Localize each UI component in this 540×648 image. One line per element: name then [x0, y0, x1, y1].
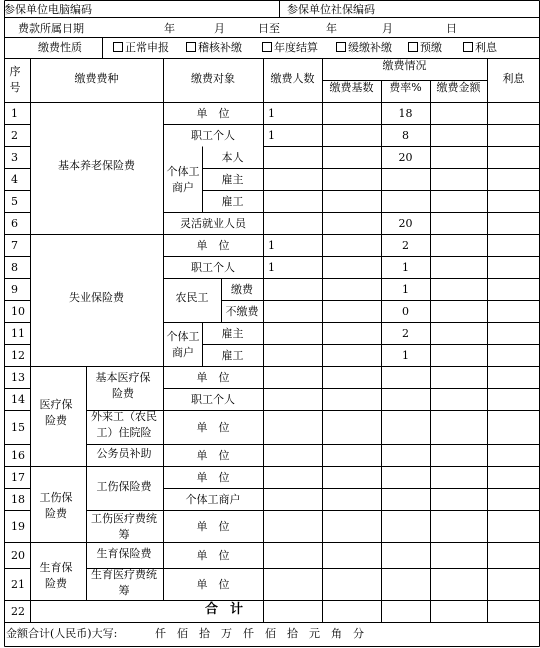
column-situation: 缴费情况	[382, 59, 427, 72]
row-seq: 17	[11, 470, 25, 484]
period-month-to: 月	[382, 22, 393, 35]
subcategory-self-employed-pension: 个体工商户	[166, 165, 200, 194]
row-object: 单 位	[196, 448, 230, 462]
row-object: 单 位	[196, 106, 230, 120]
row-seq: 12	[11, 348, 25, 362]
row-rate: 1	[402, 282, 409, 296]
row-object: 单 位	[196, 370, 230, 384]
amount-unit: 佰	[177, 627, 188, 640]
nature-option-audit[interactable]: 稽核补缴	[186, 41, 242, 54]
checkbox-icon[interactable]	[186, 42, 196, 52]
row-seq: 10	[11, 304, 25, 318]
period-year-to: 年	[326, 22, 337, 35]
nature-option-annual[interactable]: 年度结算	[262, 41, 318, 54]
nature-option-normal[interactable]: 正常申报	[113, 41, 169, 54]
row-seq: 20	[11, 548, 25, 562]
row-object: 职工个人	[191, 392, 235, 406]
amount-unit: 分	[353, 627, 364, 640]
column-rate: 费率%	[389, 81, 422, 94]
column-amount: 缴费金额	[436, 81, 481, 94]
amount-in-words-label: 金额合计(人民币)大写:	[6, 627, 118, 640]
column-seq: 序号	[9, 65, 21, 94]
period-day-end: 日	[446, 22, 457, 35]
category-pension: 基本养老保险费	[58, 159, 135, 172]
row-seq: 5	[11, 194, 18, 208]
row-object: 职工个人	[191, 128, 235, 142]
row-rate: 20	[398, 150, 413, 164]
row-rate: 1	[402, 348, 409, 362]
checkbox-icon[interactable]	[408, 42, 418, 52]
category-civil-servant-subsidy: 公务员补助	[96, 447, 152, 460]
row-count: 1	[268, 260, 275, 274]
row-object: 单 位	[196, 577, 230, 591]
amount-unit: 角	[331, 627, 342, 640]
nature-option-deferred[interactable]: 缓缴补缴	[336, 41, 392, 54]
subcategory-self-employed-unemployment: 个体工商户	[166, 330, 200, 359]
row-object: 雇工	[221, 194, 244, 208]
amount-unit: 拾	[199, 627, 210, 640]
checkbox-icon[interactable]	[113, 42, 123, 52]
nature-option-prepay[interactable]: 预缴	[408, 41, 442, 54]
checkbox-icon[interactable]	[463, 42, 473, 52]
row-rate: 2	[402, 238, 409, 252]
amount-unit: 拾	[287, 627, 298, 640]
column-interest: 利息	[502, 72, 525, 85]
row-object: 个体工商户	[185, 492, 241, 506]
row-seq: 2	[11, 128, 18, 142]
category-injury: 工伤保险费	[39, 491, 73, 520]
row-rate: 2	[402, 326, 409, 340]
row-seq: 16	[11, 448, 25, 462]
nature-option-interest[interactable]: 利息	[463, 41, 497, 54]
amount-unit: 仟	[243, 627, 254, 640]
row-rate: 0	[402, 304, 409, 318]
amount-unit: 元	[309, 627, 320, 640]
row-object: 本人	[221, 150, 244, 164]
row-seq: 7	[11, 238, 18, 252]
unit-code-label: 参保单位电脑编码	[4, 3, 92, 16]
category-maternity-pool: 生育医疗费统筹	[91, 568, 157, 597]
amount-unit: 仟	[155, 627, 166, 640]
row-object: 不缴费	[225, 304, 259, 318]
row-seq: 21	[11, 577, 25, 591]
row-rate: 20	[398, 216, 413, 230]
row-seq: 9	[11, 282, 18, 296]
total-label: 合计	[204, 602, 255, 617]
category-injury-pool: 工伤医疗费统筹	[91, 512, 157, 541]
row-count: 1	[268, 106, 275, 120]
column-base: 缴费基数	[329, 81, 374, 94]
column-count: 缴费人数	[270, 72, 315, 85]
row-object: 单 位	[196, 420, 230, 434]
amount-unit: 佰	[265, 627, 276, 640]
row-rate: 8	[402, 128, 409, 142]
period-month-from: 月	[214, 22, 225, 35]
category-injury-fee: 工伤保险费	[96, 480, 152, 493]
row-object: 灵活就业人员	[180, 216, 246, 230]
row-object: 职工个人	[191, 260, 235, 274]
row-seq: 14	[11, 392, 25, 406]
row-object: 雇主	[221, 172, 244, 186]
row-object: 单 位	[196, 238, 230, 252]
category-basic-medical: 基本医疗保险费	[95, 371, 151, 400]
row-seq: 18	[11, 492, 25, 506]
period-year-from: 年	[164, 22, 175, 35]
checkbox-icon[interactable]	[262, 42, 272, 52]
row-object: 雇工	[221, 348, 244, 362]
row-object: 缴费	[231, 282, 253, 296]
checkbox-icon[interactable]	[336, 42, 346, 52]
period-day-to: 日至	[258, 22, 280, 35]
row-object: 单 位	[196, 548, 230, 562]
row-rate: 18	[398, 106, 413, 120]
row-object: 单 位	[196, 519, 230, 533]
row-seq: 13	[11, 370, 25, 384]
row-seq: 3	[11, 150, 18, 164]
row-count: 1	[268, 128, 275, 142]
row-seq: 4	[11, 172, 18, 186]
row-count: 1	[268, 238, 275, 252]
category-maternity: 生育保险费	[39, 561, 73, 590]
column-type: 缴费费种	[74, 72, 119, 85]
row-seq: 11	[11, 326, 25, 340]
row-seq: 8	[11, 260, 18, 274]
amount-units	[155, 627, 375, 640]
row-seq: 19	[11, 519, 25, 533]
row-object: 雇主	[221, 326, 244, 340]
nature-label: 缴费性质	[38, 41, 82, 54]
period-label: 费款所属日期	[18, 22, 84, 35]
category-unemployment: 失业保险费	[69, 291, 124, 304]
category-medical: 医疗保险费	[39, 398, 73, 427]
row-rate: 1	[402, 260, 409, 274]
category-migrant-hospitalization: 外来工（农民工）住院险	[91, 410, 157, 439]
row-seq: 15	[11, 420, 25, 434]
subcategory-migrant: 农民工	[175, 291, 209, 304]
column-object: 缴费对象	[191, 72, 235, 85]
row-object: 单 位	[196, 470, 230, 484]
amount-unit: 万	[221, 627, 232, 640]
row-seq: 6	[11, 216, 18, 230]
unit-si-code-label: 参保单位社保编码	[287, 3, 375, 16]
category-maternity-fee: 生育保险费	[96, 547, 152, 560]
row-seq: 22	[11, 604, 25, 618]
row-seq: 1	[11, 106, 18, 120]
